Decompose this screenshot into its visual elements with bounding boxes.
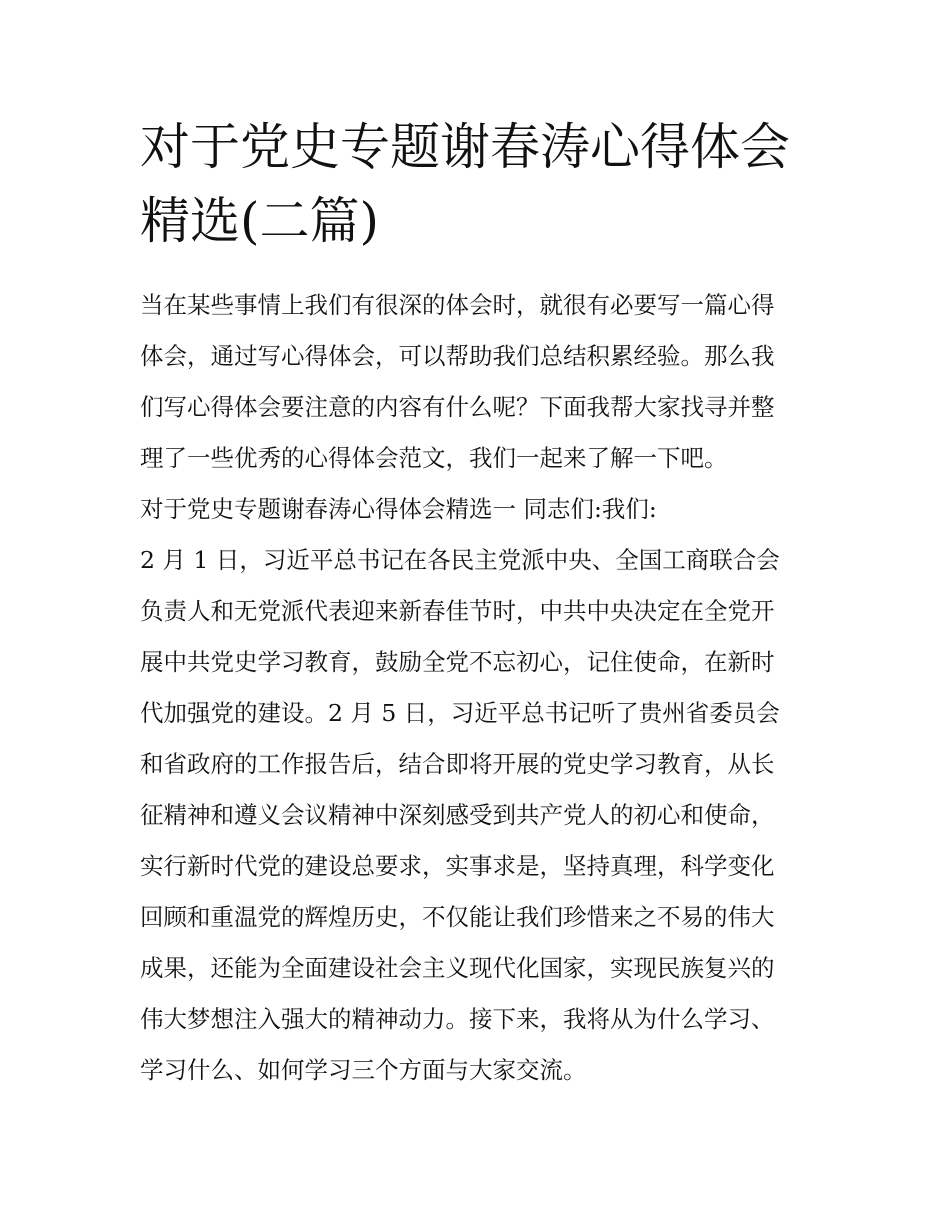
title-line: 精选(二篇) — [140, 192, 380, 250]
body-text — [140, 280, 820, 1096]
text-line: 学习什么、如何学习三个方面与大家交流。 — [140, 1056, 587, 1084]
text-line: 征精神和遵义会议精神中深刻感受到共产党人的初心和使命， — [140, 801, 775, 829]
text-line: 体会，通过写心得体会，可以帮助我们总结积累经验。那么我 — [140, 342, 775, 370]
text-line: 当在某些事情上我们有很深的体会时，就很有必要写一篇心得 — [140, 291, 775, 319]
text-line: 和省政府的工作报告后，结合即将开展的党史学习教育，从长 — [140, 750, 775, 778]
text-line: 代加强党的建设。2 月 5 日，习近平总书记听了贵州省委员会 — [140, 699, 780, 727]
text-line: 们写心得体会要注意的内容有什么呢？下面我帮大家找寻并整 — [140, 393, 775, 421]
text-line: 实行新时代党的建设总要求，实事求是，坚持真理，科学变化 — [140, 852, 775, 880]
text-line: 回顾和重温党的辉煌历史，不仅能让我们珍惜来之不易的伟大 — [140, 903, 775, 931]
page-title — [140, 110, 820, 258]
text-line: 2 月 1 日，习近平总书记在各民主党派中央、全国工商联合会 — [140, 546, 780, 574]
text-line: 成果，还能为全面建设社会主义现代化国家，实现民族复兴的 — [140, 954, 775, 982]
title-line: 对于党史专题谢春涛心得体会 — [140, 118, 790, 176]
text-line: 伟大梦想注入强大的精神动力。接下来，我将从为什么学习、 — [140, 1005, 775, 1033]
text-line: 展中共党史学习教育，鼓励全党不忘初心，记住使命，在新时 — [140, 648, 775, 676]
text-line: 理了一些优秀的心得体会范文，我们一起来了解一下吧。 — [140, 444, 728, 472]
section-heading-line: 对于党史专题谢春涛心得体会精选一 同志们:我们: — [140, 495, 657, 523]
text-line: 负责人和无党派代表迎来新春佳节时，中共中央决定在全党开 — [140, 597, 775, 625]
